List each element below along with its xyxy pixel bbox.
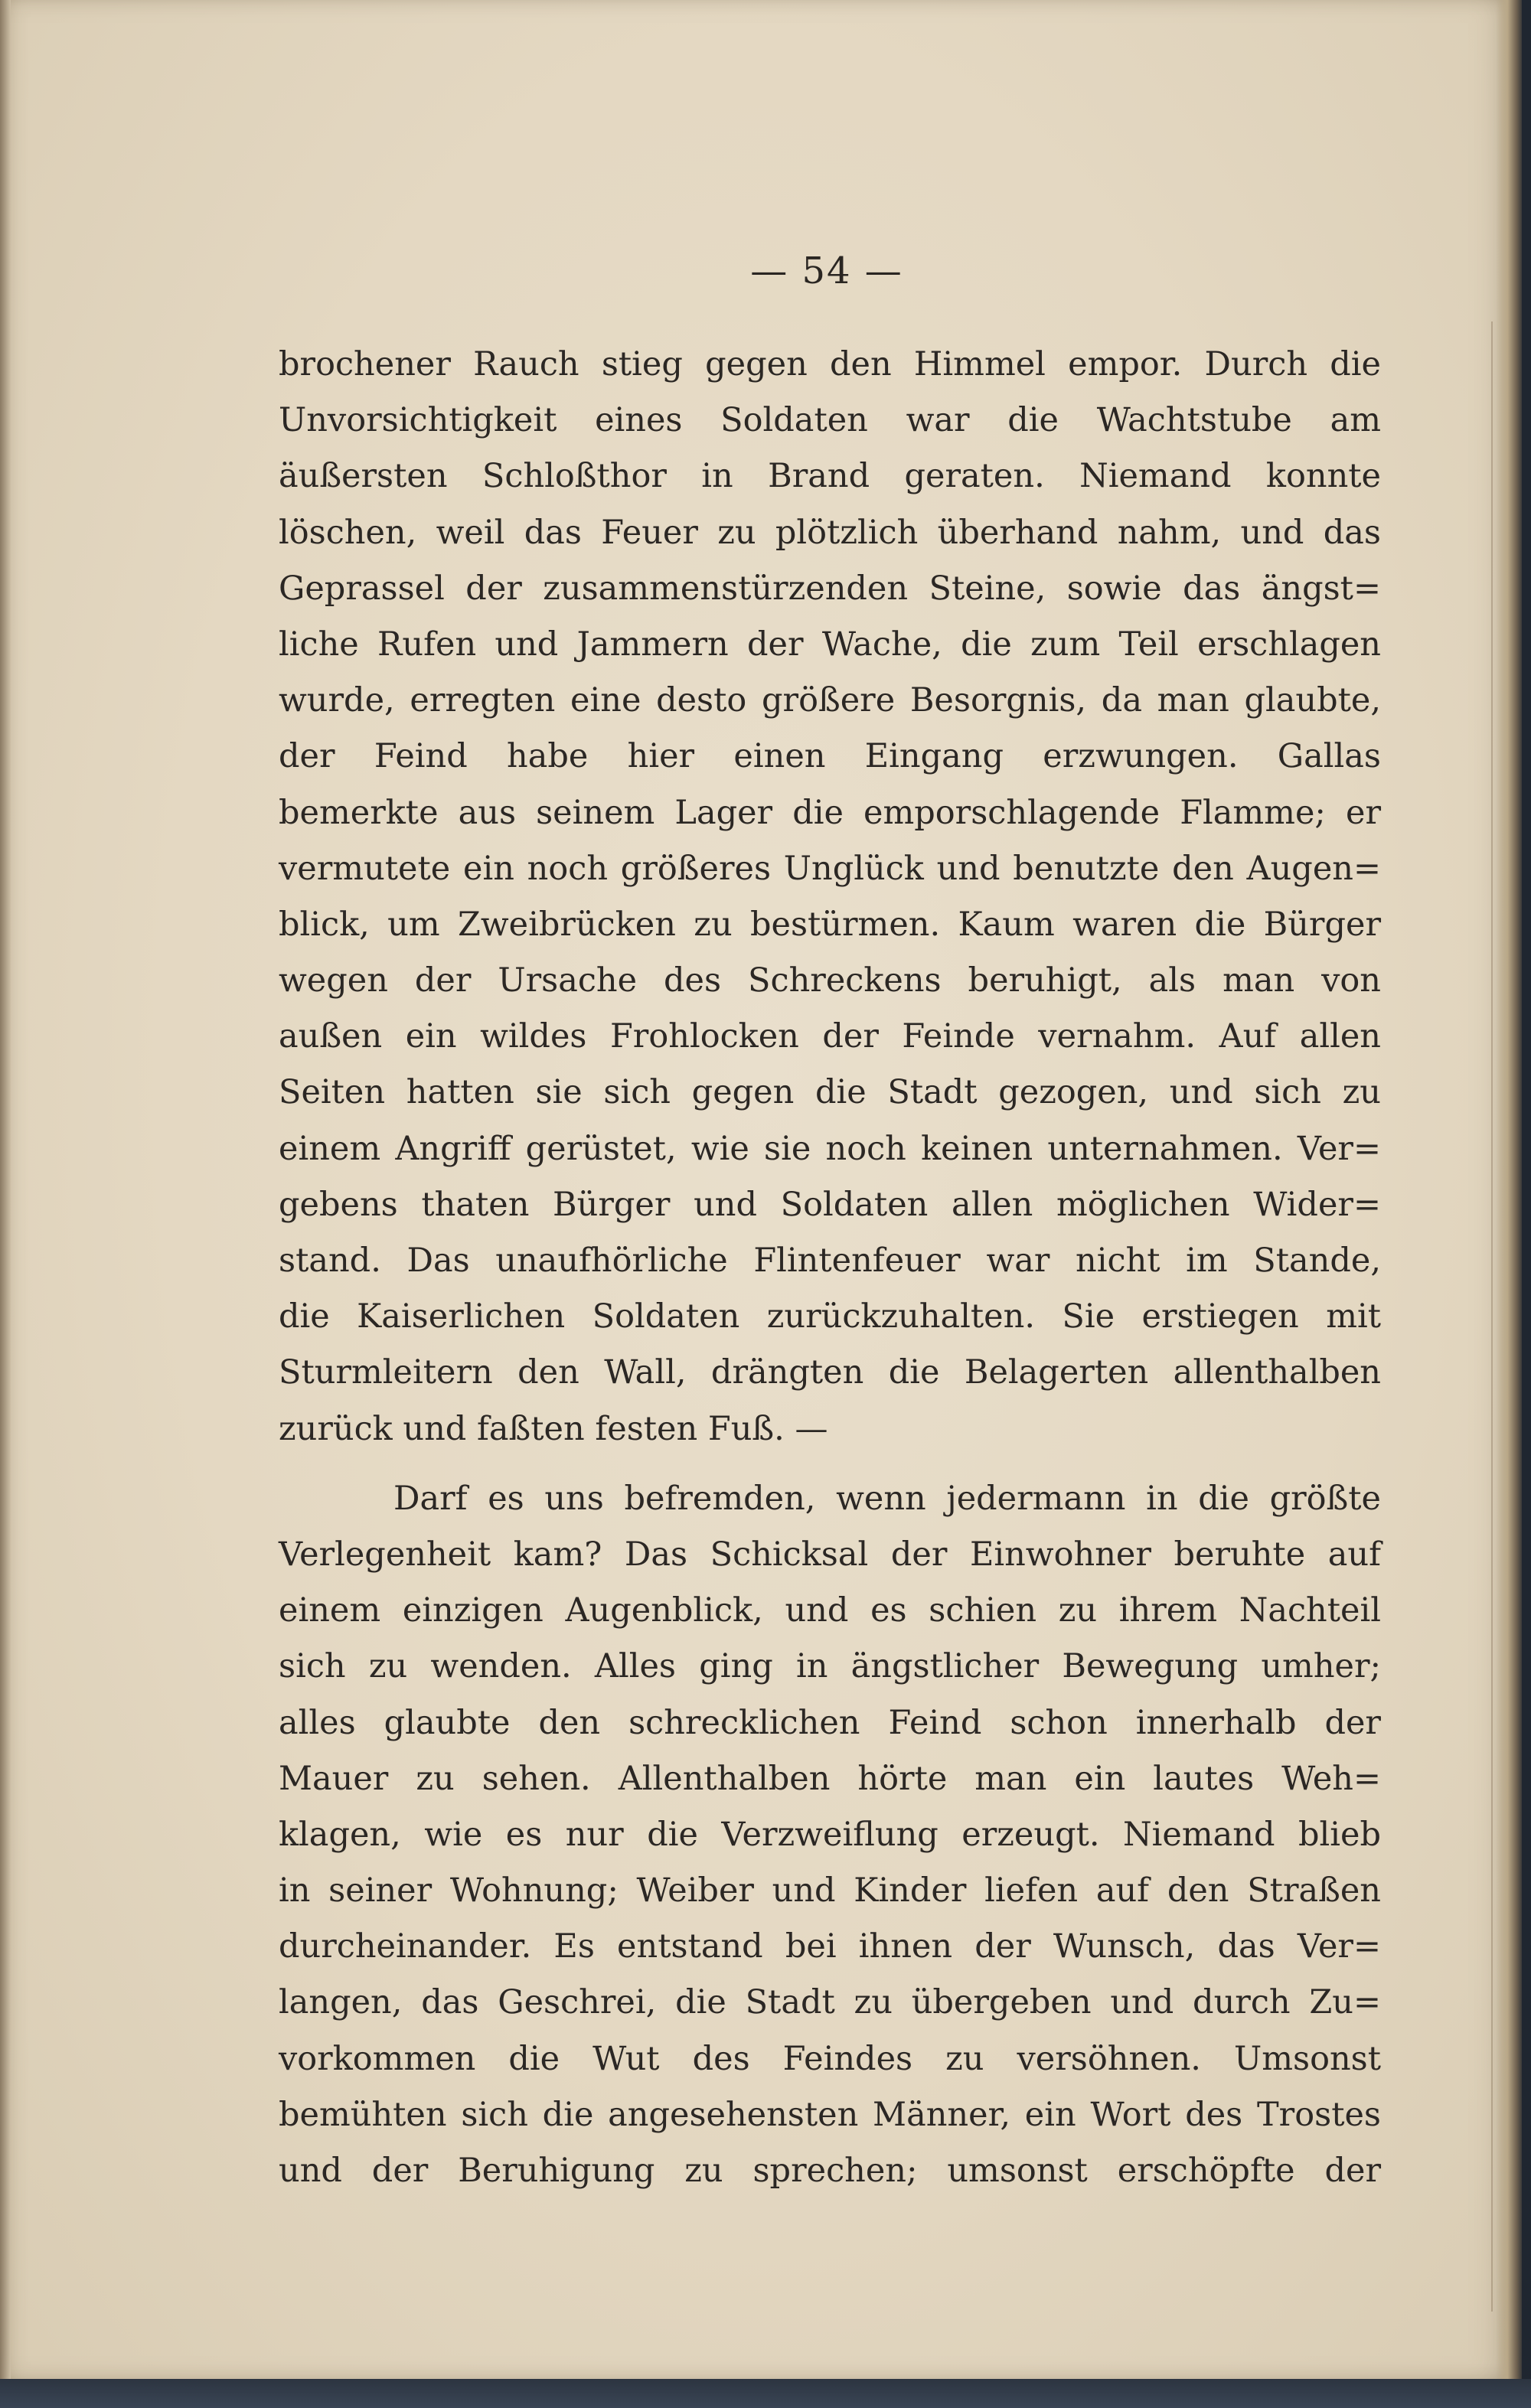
page-right-edge [1496,0,1522,2379]
text-line: äußersten Schloßthor in Brand geraten. Niemand konnte [279,457,1381,496]
text-line: vermutete ein noch größeres Unglück und benutzte den Augen= [279,849,1381,888]
text-line: gebens thaten Bürger und Soldaten allen möglichen Wider= [279,1185,1381,1224]
page-fold-line [1491,321,1493,2312]
text-line: Verlegenheit kam? Das Schicksal der Einwohner beruhte auf [279,1535,1381,1574]
text-line: wegen der Ursache des Schreckens beruhigt, als man von [279,961,1381,1000]
text-line: einem einzigen Augenblick, und es schien zu ihrem Nachteil [279,1591,1381,1630]
text-line: alles glaubte den schrecklichen Feind schon innerhalb der [279,1703,1381,1742]
text-line: einem Angriff gerüstet, wie sie noch keinen unternahmen. Ver= [279,1129,1381,1168]
paragraph-2 [279,1471,1381,2199]
page-left-edge [0,0,11,2379]
text-line: die Kaiserlichen Soldaten zurückzuhalten. Sie erstiegen mit [279,1297,1381,1336]
text-line: Sturmleitern den Wall, drängten die Belagerten allenthalben [279,1353,1381,1392]
text-line: löschen, weil das Feuer zu plötzlich überhand nahm, und das [279,513,1381,552]
text-line: langen, das Geschrei, die Stadt zu übergeben und durch Zu= [279,1983,1381,2022]
paragraph-1 [279,337,1381,1457]
text-line: durcheinander. Es entstand bei ihnen der Wunsch, das Ver= [279,1927,1381,1966]
body-text [279,337,1381,2199]
scan-background-strip [0,2379,1531,2408]
text-line: Darf es uns befremden, wenn jedermann in die größte [393,1479,1381,1518]
text-line: zurück und faßten festen Fuß. — [279,1409,828,1448]
text-line: Mauer zu sehen. Allenthalben hörte man ein lautes Weh= [279,1759,1381,1798]
text-line: Unvorsichtigkeit eines Soldaten war die Wachtstube am [279,401,1381,440]
text-line: in seiner Wohnung; Weiber und Kinder liefen auf den Straßen [279,1871,1381,1910]
text-line: bemerkte aus seinem Lager die emporschlagende Flamme; er [279,793,1381,832]
text-line: wurde, erregten eine desto größere Besorgnis, da man glaubte, [279,681,1381,720]
text-line: der Feind habe hier einen Eingang erzwungen. Gallas [279,737,1381,776]
page-number: — 54 — [750,250,903,292]
text-line: und der Beruhigung zu sprechen; umsonst erschöpfte der [279,2152,1381,2190]
text-line: klagen, wie es nur die Verzweiflung erzeugt. Niemand blieb [279,1815,1381,1854]
text-line: vorkommen die Wut des Feindes zu versöhnen. Umsonst [279,2039,1381,2078]
text-line: bemühten sich die angesehensten Männer, ein Wort des Trostes [279,2095,1381,2134]
paragraph-gap [279,1457,1381,1471]
text-line: liche Rufen und Jammern der Wache, die zum Teil erschlagen [279,625,1381,664]
text-line: stand. Das unaufhörliche Flintenfeuer war nicht im Stande, [279,1242,1381,1280]
text-line: brochener Rauch stieg gegen den Himmel empor. Durch die [279,345,1381,383]
text-line: Geprassel der zusammenstürzenden Steine, sowie das ängst= [279,569,1381,608]
text-line: sich zu wenden. Alles ging in ängstlicher Bewegung umher; [279,1647,1381,1686]
text-line: außen ein wildes Frohlocken der Feinde vernahm. Auf allen [279,1017,1381,1056]
text-line: Seiten hatten sie sich gegen die Stadt gezogen, und sich zu [279,1073,1381,1112]
text-line: blick, um Zweibrücken zu bestürmen. Kaum waren die Bürger [279,905,1381,944]
